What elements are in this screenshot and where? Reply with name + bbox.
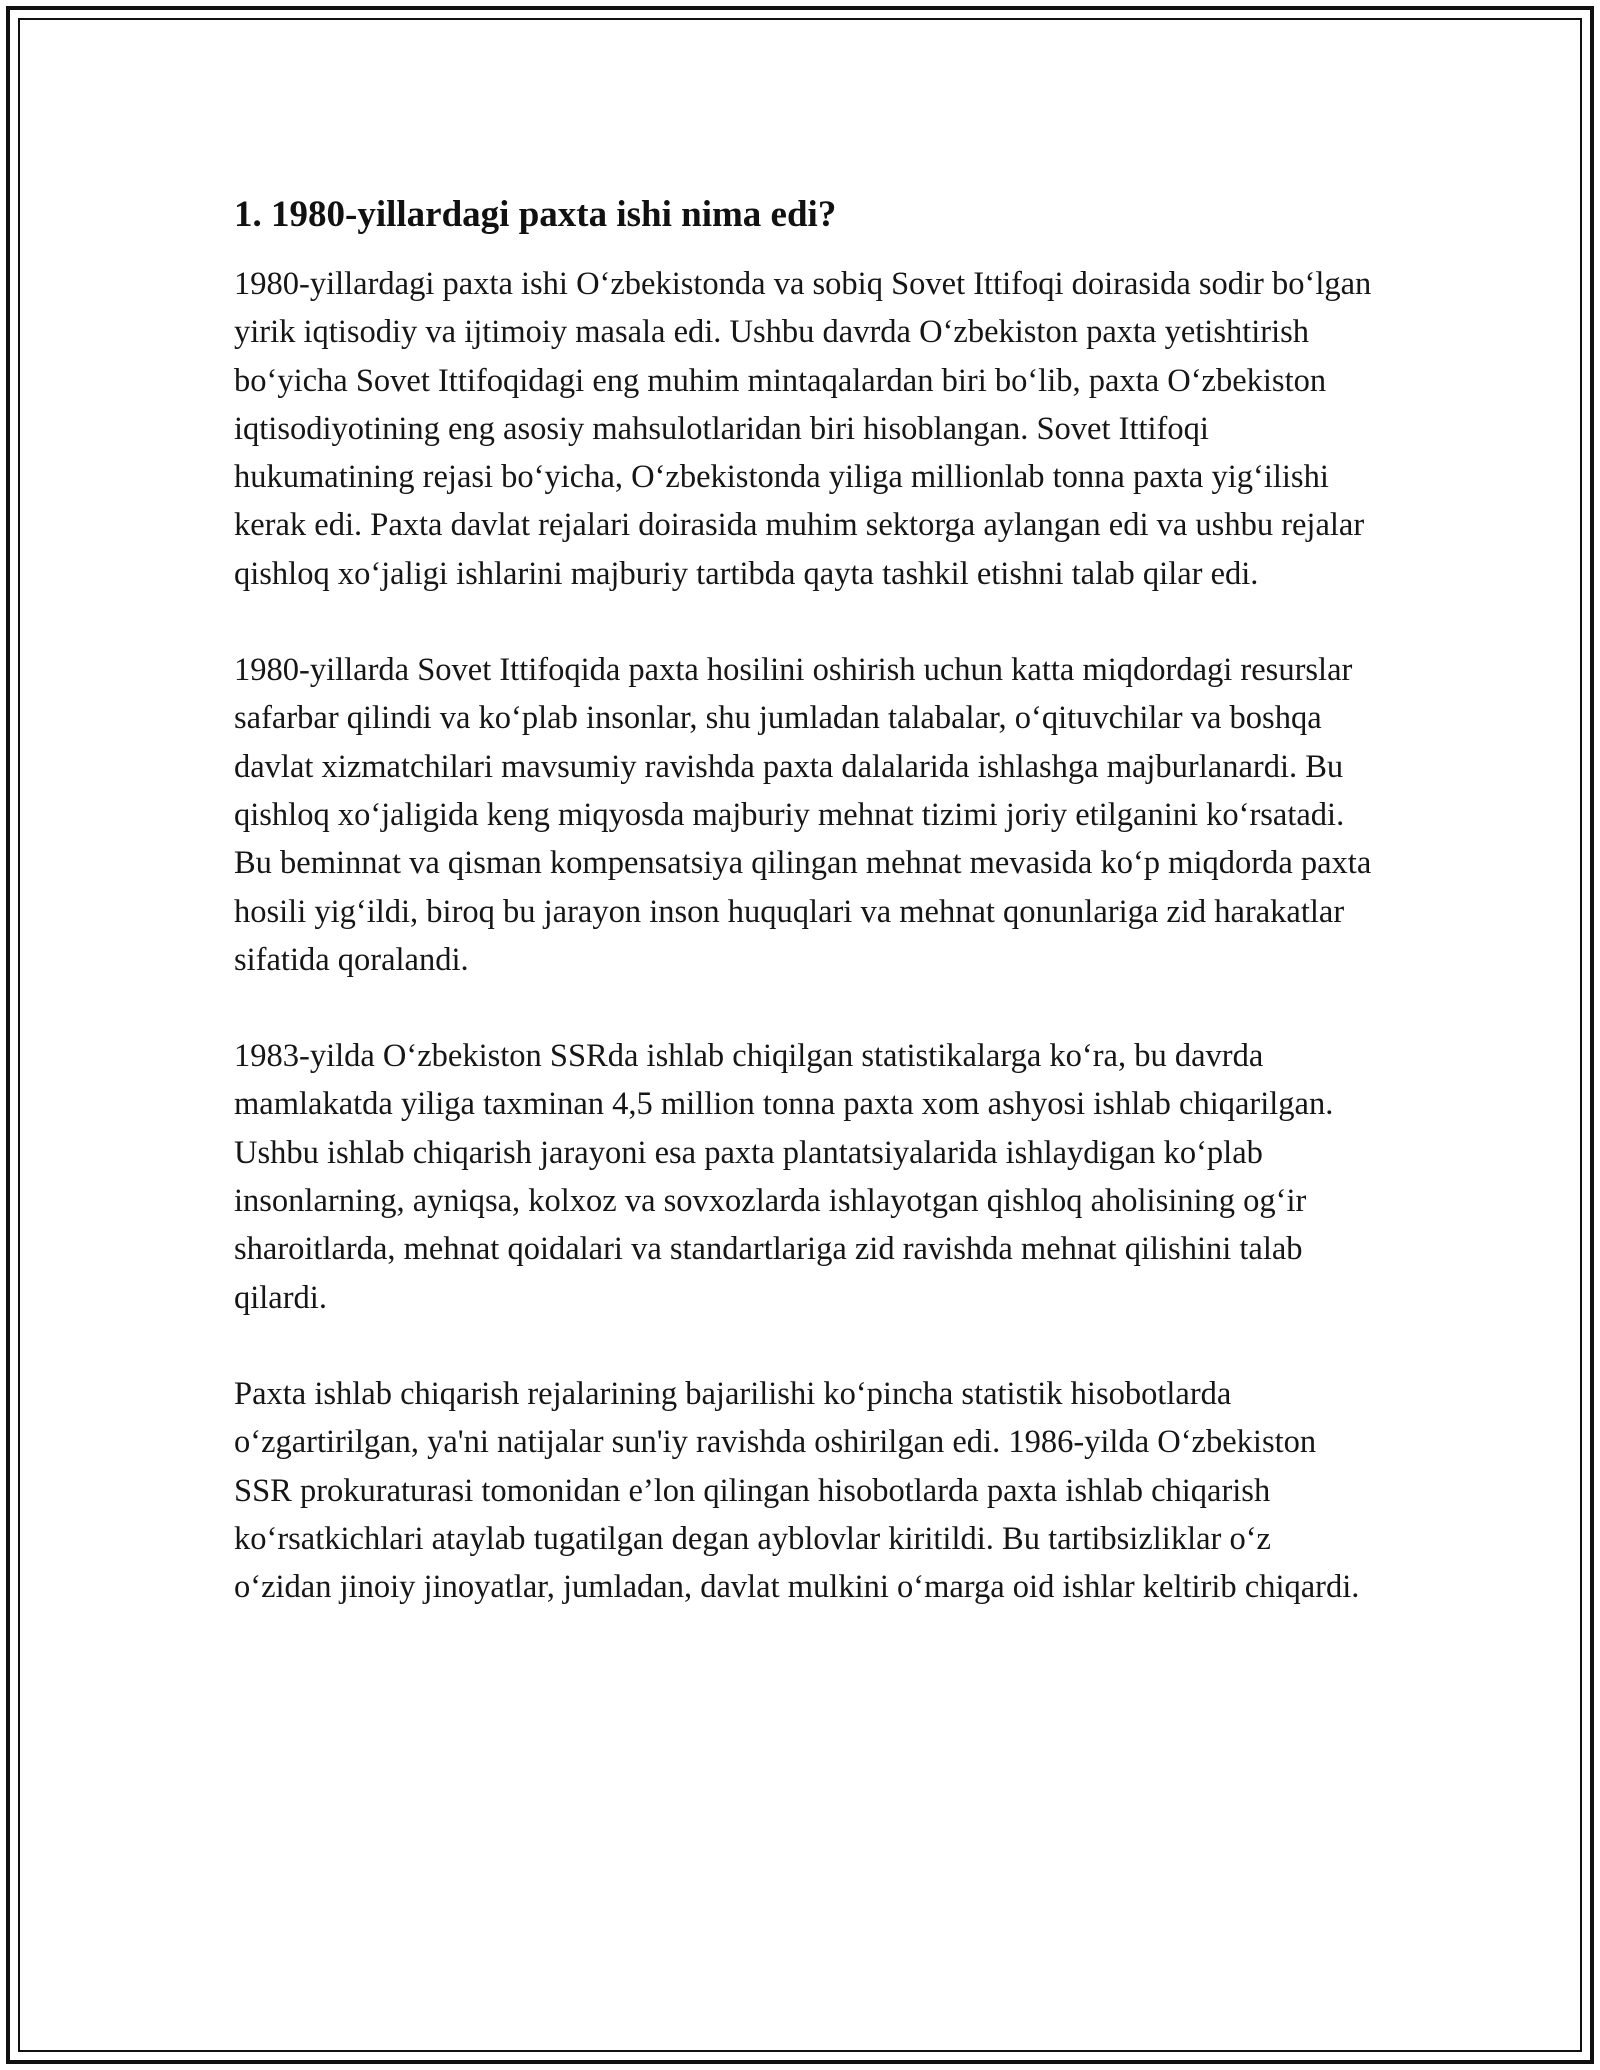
section-heading: 1. 1980-yillardagi paxta ishi nima edi? [234, 194, 837, 235]
document-body [234, 190, 1374, 1659]
paragraph-2: 1980-yillarda Sovet Ittifoqida paxta hosilini oshirish uchun katta miqdordagi resurslar safarbar qilindi va ko‘plab insonlar, shu jumladan talabalar, o‘qituvchilar va boshqa davlat xizmatchilari mavsumiy ravishda paxta dalalarida ishlashga majburlanardi. Bu qishloq xo‘jaligida keng miqyosda majburiy mehnat tizimi joriy etilganini ko‘rsatadi. Bu beminnat va qisman kompensatsiya qilingan mehnat mevasida ko‘p miqdorda paxta hosili yig‘ildi, biroq bu jarayon inson huquqlari va mehnat qonunlariga zid harakatlar sifatida qoralandi. [234, 652, 1372, 978]
paragraph-1: 1980-yillardagi paxta ishi O‘zbekistonda va sobiq Sovet Ittifoqi doirasida sodir bo‘lgan yirik iqtisodiy va ijtimoiy masala edi. Ushbu davrda O‘zbekiston paxta yetishtirish bo‘yicha Sovet Ittifoqidagi eng muhim mintaqalardan biri bo‘lib, paxta O‘zbekiston iqtisodiyotining eng asosiy mahsulotlaridan biri hisoblangan. Sovet Ittifoqi hukumatining rejasi bo‘yicha, O‘zbekistonda yiliga millionlab tonna paxta yig‘ilishi kerak edi. Paxta davlat rejalari doirasida muhim sektorga aylangan edi va ushbu rejalar qishloq xo‘jaligi ishlarini majburiy tartibda qayta tashkil etishni talab qilar edi. [234, 266, 1372, 592]
paragraph-4: Paxta ishlab chiqarish rejalarining bajarilishi ko‘pincha statistik hisobotlarda o‘zgartirilgan, ya'ni natijalar sun'iy ravishda oshirilgan edi. 1986-yilda O‘zbekiston SSR prokuraturasi tomonidan e’lon qilingan hisobotlarda paxta ishlab chiqarish ko‘rsatkichlari ataylab tugatilgan degan ayblovlar kiritildi. Bu tartibsizliklar o‘z o‘zidan jinoiy jinoyatlar, jumladan, davlat mulkini o‘marga oid ishlar keltirib chiqardi. [234, 1375, 1360, 1606]
paragraph-3: 1983-yilda O‘zbekiston SSRda ishlab chiqilgan statistikalarga ko‘ra, bu davrda mamlakatda yiliga taxminan 4,5 million tonna paxta xom ashyosi ishlab chiqarilgan. Ushbu ishlab chiqarish jarayoni esa paxta plantatsiyalarida ishlaydigan ko‘plab insonlarning, ayniqsa, kolxoz va sovxozlarda ishlayotgan qishloq aholisining og‘ir sharoitlarda, mehnat qoidalari va standartlariga zid ravishda mehnat qilishini talab qilardi. [234, 1038, 1334, 1316]
